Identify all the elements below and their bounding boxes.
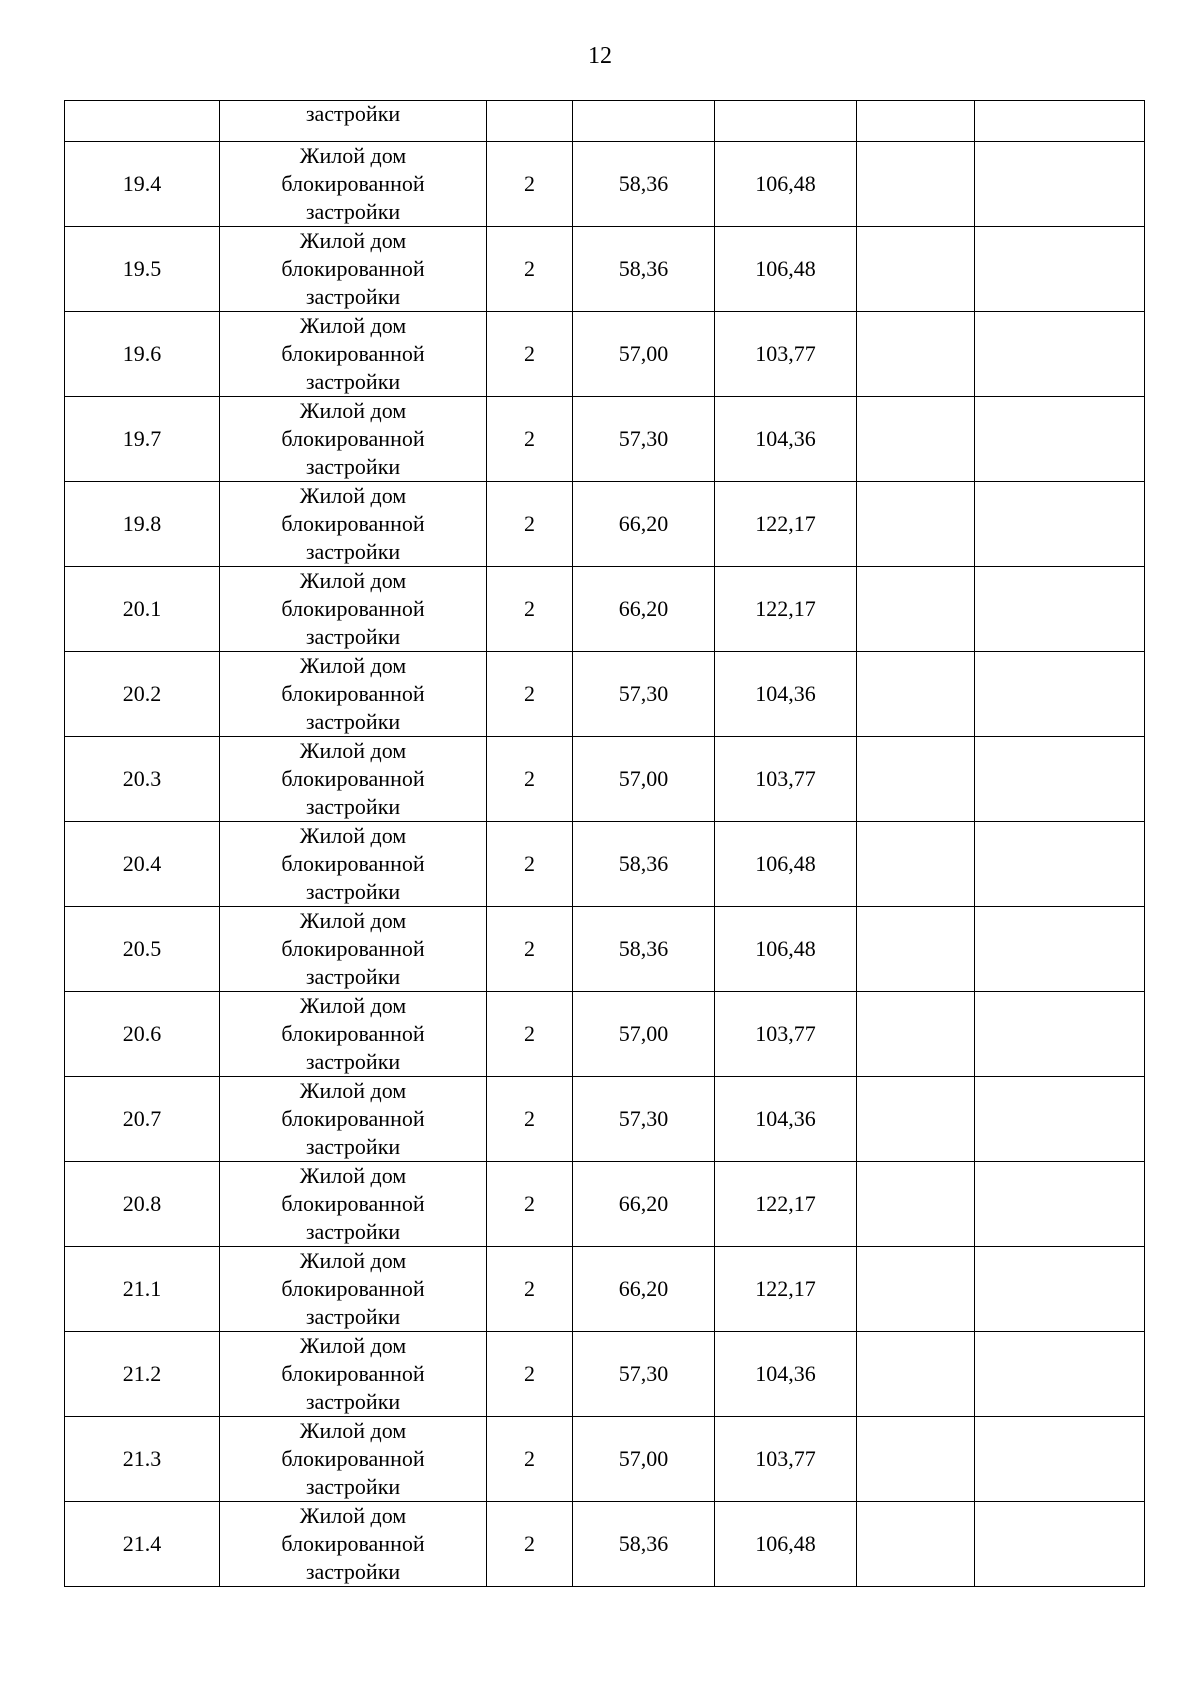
table-row-continuation (65, 101, 1145, 142)
cell-col-7 (975, 1417, 1145, 1502)
cell-type (220, 822, 487, 907)
cell-floors: 2 (487, 992, 573, 1077)
cell-col-6 (857, 101, 975, 142)
cell-id: 21.2 (65, 1332, 220, 1417)
cell-area-2: 104,36 (715, 1332, 857, 1417)
cell-type-line: Жилой дом (299, 1163, 407, 1188)
cell-floors: 2 (487, 142, 573, 227)
cell-floors (487, 101, 573, 142)
cell-floors: 2 (487, 1077, 573, 1162)
cell-type-line: блокированной (281, 936, 425, 961)
cell-id: 20.1 (65, 567, 220, 652)
cell-area-1: 66,20 (573, 567, 715, 652)
cell-type-line: блокированной (281, 596, 425, 621)
cell-floors: 2 (487, 737, 573, 822)
cell-id: 20.5 (65, 907, 220, 992)
table-row (65, 822, 1145, 907)
cell-type-line: Жилой дом (299, 653, 407, 678)
cell-type-line: застройки (305, 1219, 401, 1244)
cell-area-2: 104,36 (715, 652, 857, 737)
cell-col-6 (857, 312, 975, 397)
cell-col-6 (857, 1247, 975, 1332)
cell-type: застройки (220, 101, 487, 142)
cell-id: 20.6 (65, 992, 220, 1077)
cell-type (220, 907, 487, 992)
cell-area-1: 57,00 (573, 312, 715, 397)
cell-id: 20.4 (65, 822, 220, 907)
cell-area-2: 122,17 (715, 567, 857, 652)
table-row (65, 482, 1145, 567)
cell-area-2: 122,17 (715, 1247, 857, 1332)
cell-type-line: застройки (305, 1389, 401, 1414)
cell-area-1: 58,36 (573, 142, 715, 227)
cell-type-line: застройки (305, 284, 401, 309)
cell-floors: 2 (487, 227, 573, 312)
cell-type-line: блокированной (281, 851, 425, 876)
cell-type-line: застройки (305, 624, 401, 649)
cell-col-7 (975, 482, 1145, 567)
cell-col-6 (857, 142, 975, 227)
cell-type (220, 1502, 487, 1587)
cell-type (220, 397, 487, 482)
cell-floors: 2 (487, 1332, 573, 1417)
cell-area-2: 122,17 (715, 1162, 857, 1247)
cell-area-1: 58,36 (573, 907, 715, 992)
cell-type-line: блокированной (281, 171, 425, 196)
cell-col-7 (975, 312, 1145, 397)
cell-type-line: Жилой дом (299, 228, 407, 253)
cell-type (220, 1417, 487, 1502)
cell-type-line: блокированной (281, 766, 425, 791)
cell-col-7 (975, 1332, 1145, 1417)
cell-type-line: блокированной (281, 341, 425, 366)
cell-floors: 2 (487, 1417, 573, 1502)
cell-area-1: 66,20 (573, 482, 715, 567)
cell-area-2: 103,77 (715, 992, 857, 1077)
cell-area-2: 106,48 (715, 142, 857, 227)
cell-floors: 2 (487, 822, 573, 907)
cell-col-7 (975, 567, 1145, 652)
cell-type-line: Жилой дом (299, 1418, 407, 1443)
cell-col-6 (857, 737, 975, 822)
cell-area-1 (573, 101, 715, 142)
cell-area-2: 106,48 (715, 822, 857, 907)
cell-type-line: застройки (305, 879, 401, 904)
cell-col-6 (857, 1417, 975, 1502)
cell-type-line: Жилой дом (299, 483, 407, 508)
cell-area-2: 103,77 (715, 737, 857, 822)
cell-type-line: застройки (305, 794, 401, 819)
cell-type-line: застройки (305, 1559, 401, 1584)
cell-type-line: застройки (305, 1134, 401, 1159)
cell-area-2: 103,77 (715, 1417, 857, 1502)
cell-type (220, 482, 487, 567)
table-row (65, 142, 1145, 227)
cell-col-7 (975, 101, 1145, 142)
cell-type-line: блокированной (281, 1191, 425, 1216)
cell-area-1: 57,30 (573, 652, 715, 737)
cell-area-1: 58,36 (573, 822, 715, 907)
cell-col-6 (857, 1077, 975, 1162)
buildings-table (64, 100, 1145, 1587)
table-row (65, 652, 1145, 737)
cell-col-6 (857, 397, 975, 482)
table-row (65, 992, 1145, 1077)
cell-area-1: 57,30 (573, 1332, 715, 1417)
cell-floors: 2 (487, 567, 573, 652)
cell-col-6 (857, 907, 975, 992)
table-row (65, 227, 1145, 312)
cell-type-line: Жилой дом (299, 313, 407, 338)
cell-type (220, 227, 487, 312)
cell-type-line: застройки (305, 1304, 401, 1329)
cell-type (220, 652, 487, 737)
cell-area-2: 106,48 (715, 907, 857, 992)
table-row (65, 1502, 1145, 1587)
cell-id: 21.1 (65, 1247, 220, 1332)
cell-type-line: блокированной (281, 426, 425, 451)
cell-col-6 (857, 1332, 975, 1417)
cell-area-2: 122,17 (715, 482, 857, 567)
cell-col-6 (857, 992, 975, 1077)
cell-id: 21.4 (65, 1502, 220, 1587)
cell-id: 20.3 (65, 737, 220, 822)
cell-col-7 (975, 227, 1145, 312)
cell-floors: 2 (487, 312, 573, 397)
cell-type-line: застройки (305, 369, 401, 394)
cell-id: 19.7 (65, 397, 220, 482)
cell-area-1: 66,20 (573, 1247, 715, 1332)
cell-type (220, 1332, 487, 1417)
cell-area-2: 103,77 (715, 312, 857, 397)
cell-type (220, 1077, 487, 1162)
cell-col-6 (857, 822, 975, 907)
cell-col-7 (975, 1077, 1145, 1162)
cell-type (220, 992, 487, 1077)
cell-id: 20.8 (65, 1162, 220, 1247)
cell-type-line: блокированной (281, 681, 425, 706)
cell-id (65, 101, 220, 142)
cell-area-2 (715, 101, 857, 142)
cell-type (220, 737, 487, 822)
cell-type (220, 312, 487, 397)
cell-type-line: блокированной (281, 511, 425, 536)
table-row (65, 1332, 1145, 1417)
cell-type-line: Жилой дом (299, 1503, 407, 1528)
cell-type-line: застройки (305, 454, 401, 479)
cell-col-7 (975, 992, 1145, 1077)
cell-area-1: 66,20 (573, 1162, 715, 1247)
table-row (65, 567, 1145, 652)
cell-area-1: 57,00 (573, 737, 715, 822)
cell-type (220, 567, 487, 652)
cell-col-7 (975, 822, 1145, 907)
cell-type-line: застройки (305, 964, 401, 989)
cell-type-line: Жилой дом (299, 398, 407, 423)
cell-type-line: блокированной (281, 1361, 425, 1386)
cell-area-1: 57,30 (573, 397, 715, 482)
cell-id: 21.3 (65, 1417, 220, 1502)
cell-col-7 (975, 142, 1145, 227)
table-row (65, 737, 1145, 822)
cell-id: 19.5 (65, 227, 220, 312)
cell-type-line: блокированной (281, 1106, 425, 1131)
cell-type-line: Жилой дом (299, 143, 407, 168)
cell-type-line: застройки (305, 1474, 401, 1499)
cell-type-line: Жилой дом (299, 908, 407, 933)
cell-floors: 2 (487, 1502, 573, 1587)
cell-col-6 (857, 482, 975, 567)
cell-col-7 (975, 737, 1145, 822)
cell-id: 20.2 (65, 652, 220, 737)
cell-floors: 2 (487, 1247, 573, 1332)
cell-type-line: застройки (305, 1049, 401, 1074)
cell-col-6 (857, 227, 975, 312)
cell-type-line: застройки (305, 539, 401, 564)
cell-col-6 (857, 1162, 975, 1247)
cell-id: 19.6 (65, 312, 220, 397)
cell-area-2: 106,48 (715, 227, 857, 312)
cell-area-1: 58,36 (573, 1502, 715, 1587)
cell-col-6 (857, 652, 975, 737)
cell-type (220, 142, 487, 227)
cell-floors: 2 (487, 397, 573, 482)
cell-type-line: Жилой дом (299, 738, 407, 763)
cell-type-line: Жилой дом (299, 823, 407, 848)
cell-type-line: застройки (305, 199, 401, 224)
cell-col-6 (857, 567, 975, 652)
table-row (65, 1247, 1145, 1332)
cell-area-1: 57,00 (573, 1417, 715, 1502)
table-row (65, 1077, 1145, 1162)
cell-type-line: блокированной (281, 1531, 425, 1556)
cell-type-line: Жилой дом (299, 1333, 407, 1358)
page-number: 12 (588, 43, 612, 69)
cell-area-1: 57,00 (573, 992, 715, 1077)
cell-id: 19.8 (65, 482, 220, 567)
cell-type (220, 1162, 487, 1247)
cell-col-7 (975, 907, 1145, 992)
cell-col-7 (975, 397, 1145, 482)
cell-floors: 2 (487, 907, 573, 992)
cell-type-line: блокированной (281, 1446, 425, 1471)
cell-area-2: 104,36 (715, 1077, 857, 1162)
cell-floors: 2 (487, 652, 573, 737)
cell-col-7 (975, 1162, 1145, 1247)
table-body (65, 101, 1145, 1587)
cell-area-2: 106,48 (715, 1502, 857, 1587)
cell-floors: 2 (487, 482, 573, 567)
cell-type-line: Жилой дом (299, 1078, 407, 1103)
cell-type-line: блокированной (281, 1021, 425, 1046)
cell-type-line: блокированной (281, 256, 425, 281)
cell-floors: 2 (487, 1162, 573, 1247)
cell-id: 20.7 (65, 1077, 220, 1162)
cell-area-1: 58,36 (573, 227, 715, 312)
cell-type-line: Жилой дом (299, 993, 407, 1018)
cell-type (220, 1247, 487, 1332)
cell-col-7 (975, 1502, 1145, 1587)
table-row (65, 397, 1145, 482)
table-row (65, 1162, 1145, 1247)
cell-col-6 (857, 1502, 975, 1587)
cell-col-7 (975, 652, 1145, 737)
cell-type-line: блокированной (281, 1276, 425, 1301)
table-row (65, 1417, 1145, 1502)
cell-type-line: застройки (305, 709, 401, 734)
table-row (65, 907, 1145, 992)
cell-col-7 (975, 1247, 1145, 1332)
table-row (65, 312, 1145, 397)
cell-area-1: 57,30 (573, 1077, 715, 1162)
cell-id: 19.4 (65, 142, 220, 227)
cell-area-2: 104,36 (715, 397, 857, 482)
cell-type-line: Жилой дом (299, 1248, 407, 1273)
cell-type-line: Жилой дом (299, 568, 407, 593)
